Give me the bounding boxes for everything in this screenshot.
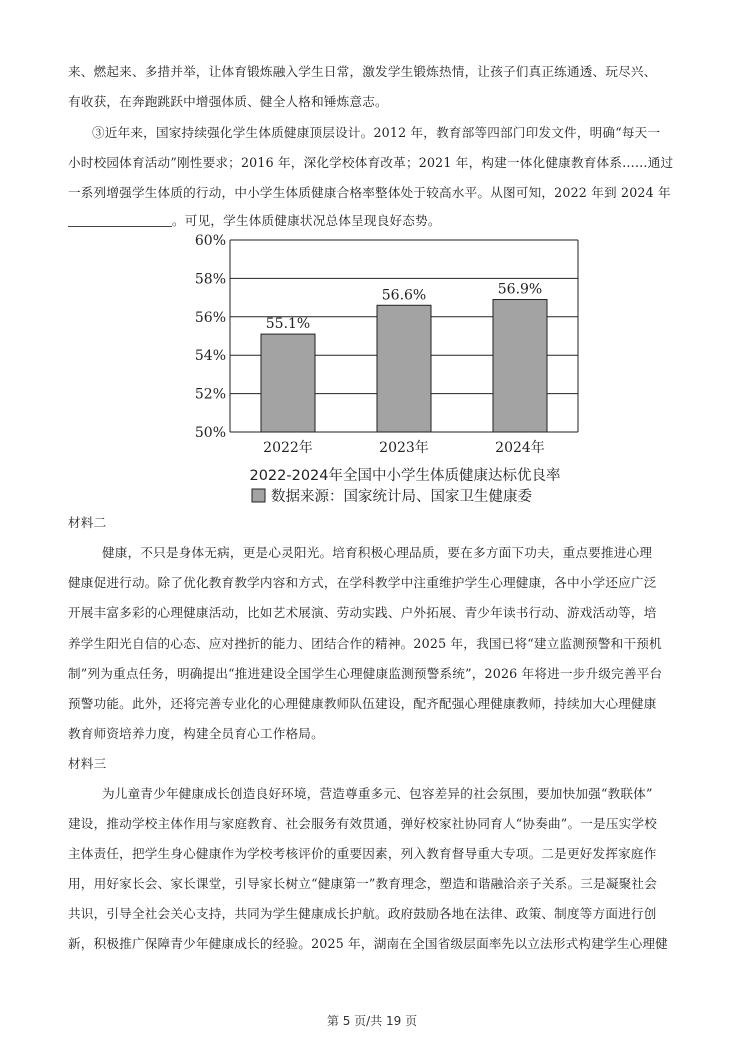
x-tick-label: 2022年 (263, 440, 313, 456)
paragraph-3-line-4: 养学生阳光自信的心态、应对挫折的能力、团结合作的精神。2025 年，我国已将“建立监测预警和干预机 (68, 636, 662, 651)
paragraph-2-line-3: 一系列增强学生体质的行动，中小学生体质健康合格率整体处于较高水平。从图可知，2022 年到 2024 年 (68, 185, 671, 200)
bar (377, 305, 431, 432)
material-2-heading: 材料二 (68, 515, 107, 530)
chart-title: 2022-2024年全国中小学生体质健康达标优良率 (249, 468, 561, 484)
chart-legend: 数据来源：国家统计局、国家卫生健康委 (271, 489, 532, 505)
bar-value-label: 55.1% (265, 316, 311, 333)
paragraph-3-line-3: 开展丰富多彩的心理健康活动，比如艺术展演、劳动实践、户外拓展、青少年读书行动、游戏活动等，培 (68, 605, 657, 620)
paragraph-4-line-2: 建设，推动学校主体作用与家庭教育、社会服务有效贯通，弹好校家社协同育人“协奏曲”。一是压实学校 (68, 816, 657, 831)
material-3-heading: 材料三 (68, 756, 107, 771)
bar-chart (0, 0, 744, 520)
paragraph-4-line-5: 共识，引导全社会关心支持，共同为学生健康成长护航。政府鼓励各地在法律、政策、制度等方面进行创 (68, 906, 657, 921)
paragraph-3-line-6: 预警功能。此外，还将完善专业化的心理健康教师队伍建设，配齐配强心理健康教师，持续加大心理健康 (68, 696, 657, 711)
paragraph-2-line-2: 小时校园体育活动”刚性要求；2016 年，深化学校体育改革；2021 年，构建一体化健康教育体系……通过 (68, 155, 674, 170)
bar-value-label: 56.6% (381, 287, 427, 304)
y-tick-label: 52% (194, 386, 226, 403)
paragraph-2-line-1: ③近年来，国家持续强化学生体质健康顶层设计。2012 年，教育部等四部门印发文件，明确“每天一 (92, 125, 661, 140)
chart-x-labels (263, 439, 545, 456)
x-tick-label: 2023年 (379, 440, 429, 456)
y-tick-label: 56% (194, 309, 226, 326)
paragraph-1-line-1: 来、燃起来、多措并举，让体育锻炼融入学生日常，激发学生锻炼热情，让孩子们真正练通透、玩尽兴、 (68, 64, 657, 79)
paragraph-3-line-5: 制”列为重点任务，明确提出“推进建设全国学生心理健康监测预警系统”，2026 年将进一步升级完善平台 (68, 666, 663, 681)
paragraph-3-line-1: 健康，不只是身体无病，更是心灵阳光。培育积极心理品质，要在多方面下功夫，重点要推进心理 (102, 545, 653, 560)
bar-value-label: 56.9% (497, 281, 543, 298)
chart-y-ticks (195, 233, 226, 441)
page-footer: 第 5 页/共 19 页 (326, 1014, 418, 1028)
paragraph-3-line-2: 健康促进行动。除了优化教育教学内容和方式，在学科教学中注重维护学生心理健康，各中小学还应广泛 (68, 575, 657, 590)
paragraph-4-line-4: 用，用好家长会、家长课堂，引导家长树立“健康第一”教育理念，塑造和谐融洽亲子关系。三是凝聚社会 (68, 876, 657, 891)
paragraph-4-line-6: 新，积极推广保障青少年健康成长的经验。2025 年，湖南在全国省级层面率先以立法形式构建学生心理健 (68, 936, 668, 951)
paragraph-4-line-1: 为儿童青少年健康成长创造良好环境，营造尊重多元、包容差异的社会氛围，要加快加强“教联体” (102, 786, 653, 801)
y-tick-label: 60% (194, 233, 226, 249)
y-tick-label: 54% (194, 348, 226, 365)
paragraph-1-line-2: 有收获，在奔跑跳跃中增强体质、健全人格和锤炼意志。 (68, 94, 388, 109)
paragraph-2-tail: 。可见，学生体质健康状况总体呈现良好态势。 (172, 213, 441, 228)
paragraph-3-line-7: 教育师资培养力度，构建全员育心工作格局。 (68, 726, 324, 741)
x-tick-label: 2024年 (495, 440, 545, 456)
y-tick-label: 58% (194, 271, 226, 288)
bar (493, 300, 547, 432)
legend-swatch (252, 489, 265, 502)
paragraph-4-line-3: 主体责任，把学生身心健康作为学校考核评价的重要因素，列入教育督导重大专项。二是更好发挥家庭作 (68, 846, 657, 861)
y-tick-label: 50% (194, 425, 226, 441)
bar (261, 334, 315, 432)
